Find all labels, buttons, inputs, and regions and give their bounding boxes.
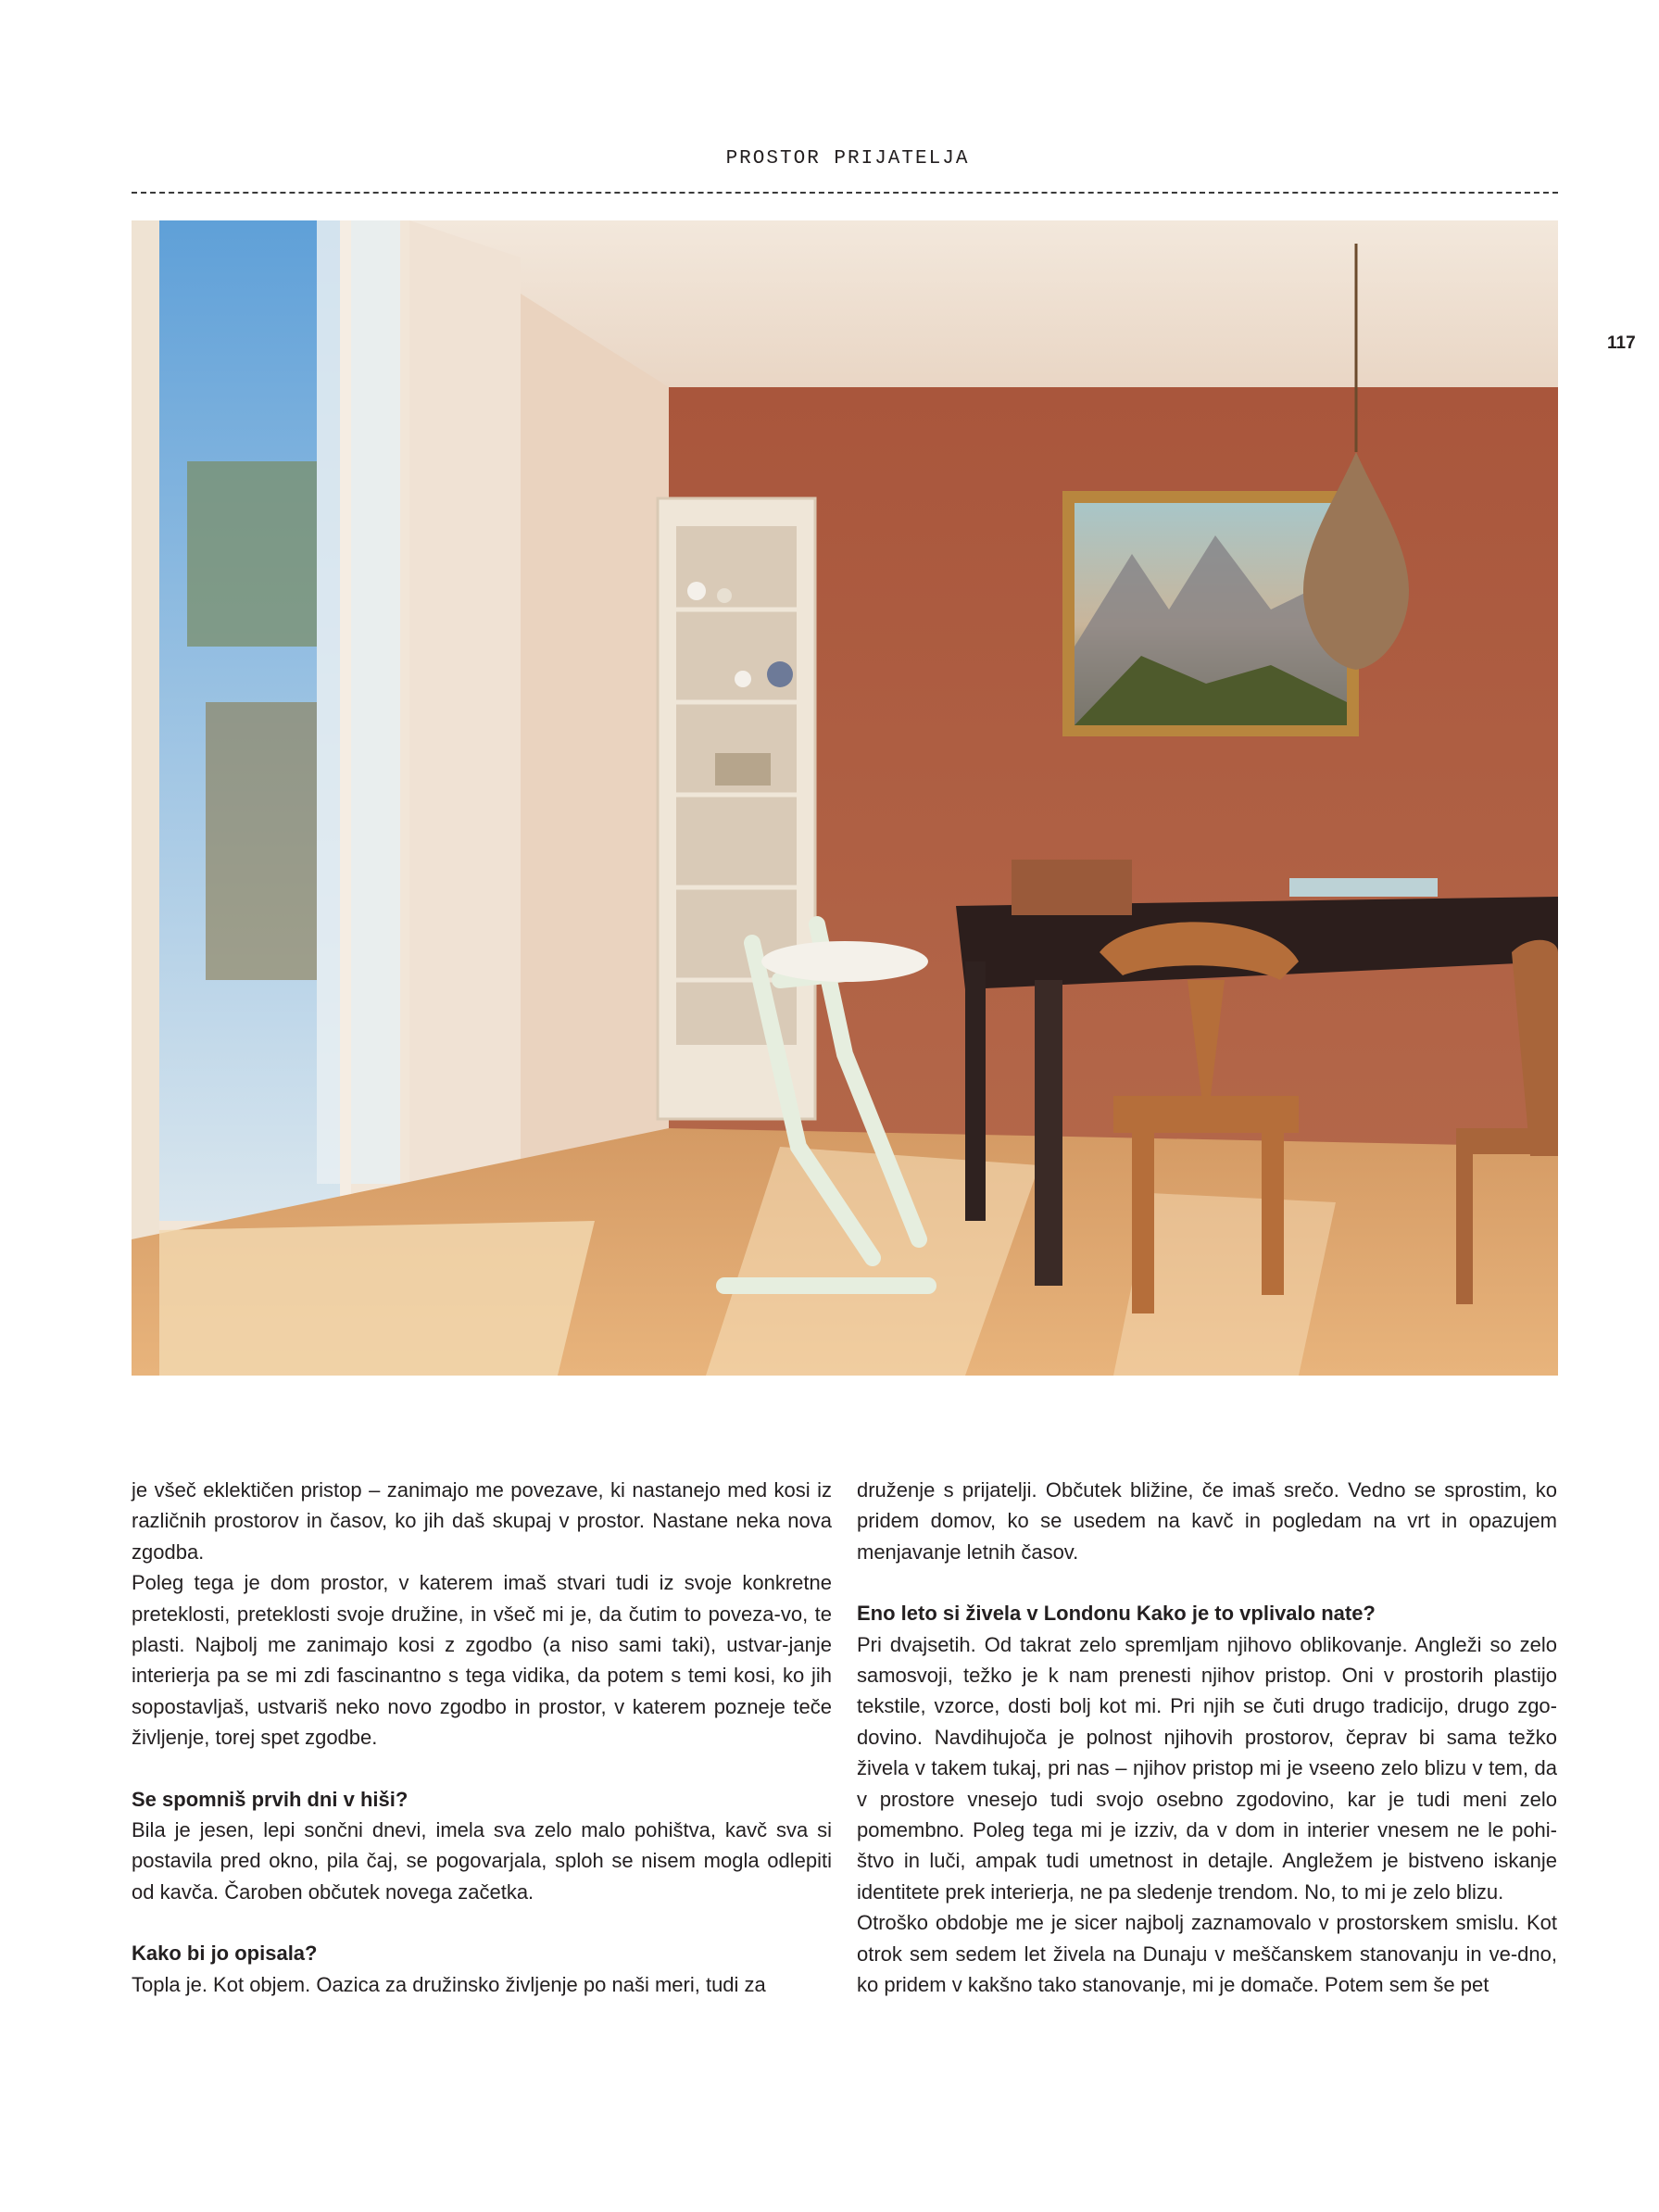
question-heading: Se spomniš prvih dni v hiši? [132,1787,408,1811]
paragraph: druženje s prijatelji. Občutek bližine, če imaš srečo. Vedno se sprostim, ko pridem domov, ko se usedem na kavč in pogledam na vrt in opazujem menjavanje letnih časov. [857,1478,1557,1564]
interior-photo [132,220,1558,1376]
back-chair-blue [1289,878,1438,897]
page-number: 117 [1607,333,1636,353]
glass-cabinet [658,498,815,1119]
paragraph: Bila je jesen, lepi sončni dnevi, imela sva zelo malo pohištva, kavč sva si postavila pred okno, pila čaj, se pogovarjala, sploh se nisem mogla odlepiti od kavča. Čaroben občutek novega začetka. [132,1818,832,1904]
running-header: PROSTOR PRIJATELJA [725,148,970,170]
spacer [132,1907,832,1938]
question-heading: Eno leto si živela v Londonu Kako je to vplivalo nate? [857,1602,1376,1626]
article-column-left [132,1475,832,2000]
paragraph: Otroško obdobje me je sicer najbolj zaznamovalo v prostorskem smislu. Kot otrok sem sedem let živela na Dunaju v meščanskem stanovanju in ve-dno, ko pridem v kakšno tako stanovanje, mi je domače. Potem sem še pet [857,1911,1557,1997]
dining-room-illustration [132,220,1558,1376]
paragraph: je všeč eklektičen pristop – zanimajo me povezave, ki nastanejo med kosi iz različnih prostorov in časov, ko jih daš skupaj v prostor. Nastane neka nova zgodba. [132,1478,832,1564]
paragraph: Topla je. Kot objem. Oazica za družinsko življenje po naši meri, tudi za [132,1972,766,1996]
question-heading: Kako bi jo opisala? [132,1942,318,1966]
paragraph: Poleg tega je dom prostor, v katerem imaš stvari tudi iz svoje konkretne preteklosti, preteklosti svoje družine, in všeč mi je, da čutim to poveza-vo, te plasti. Najbolj me zanimajo kosi z zgodbo (a niso sami taki), ustvar-janje interierja pa se mi zdi fascinantno s tega vidika, da potem s temi kosi, ko jih sopostavljaš, ustvariš neko novo zgodbo in prostor, v katerem pozneje teče življenje, torej spet zgodbe. [132,1571,832,1750]
dashed-rule [132,192,1558,194]
spacer [857,1567,1557,1598]
article-column-right [857,1475,1557,2001]
paragraph: Pri dvajsetih. Od takrat zelo spremljam njihovo oblikovanje. Angleži so zelo samosvoji, težko je k nam prenesti njihov pristop. Oni v prostorih plastijo tekstile, vzorce, dosti bolj kot mi. Pri njih se čuti drugo tradicijo, drugo zgo-dovino. Navdihujoča je polnost njihovih prostorov, čeprav bi sama težko živela v takem tukaj, pri nas – njihov pristop mi je vseeno zelo blizu v tem, da v prostore vnesejo tudi svojo osebno zgodovino, kar je tudi meni zelo pomembno. Poleg tega mi je izziv, da v dom in interier vnesem ne le pohi-štvo in luči, ampak tudi umetnost in detajle. Angležem je bistveno iskanje identitete prek interierja, ne pa sledenje trendom. No, to mi je zelo blizu. [857,1632,1557,1904]
back-chair [1012,860,1132,915]
spacer [132,1753,832,1784]
